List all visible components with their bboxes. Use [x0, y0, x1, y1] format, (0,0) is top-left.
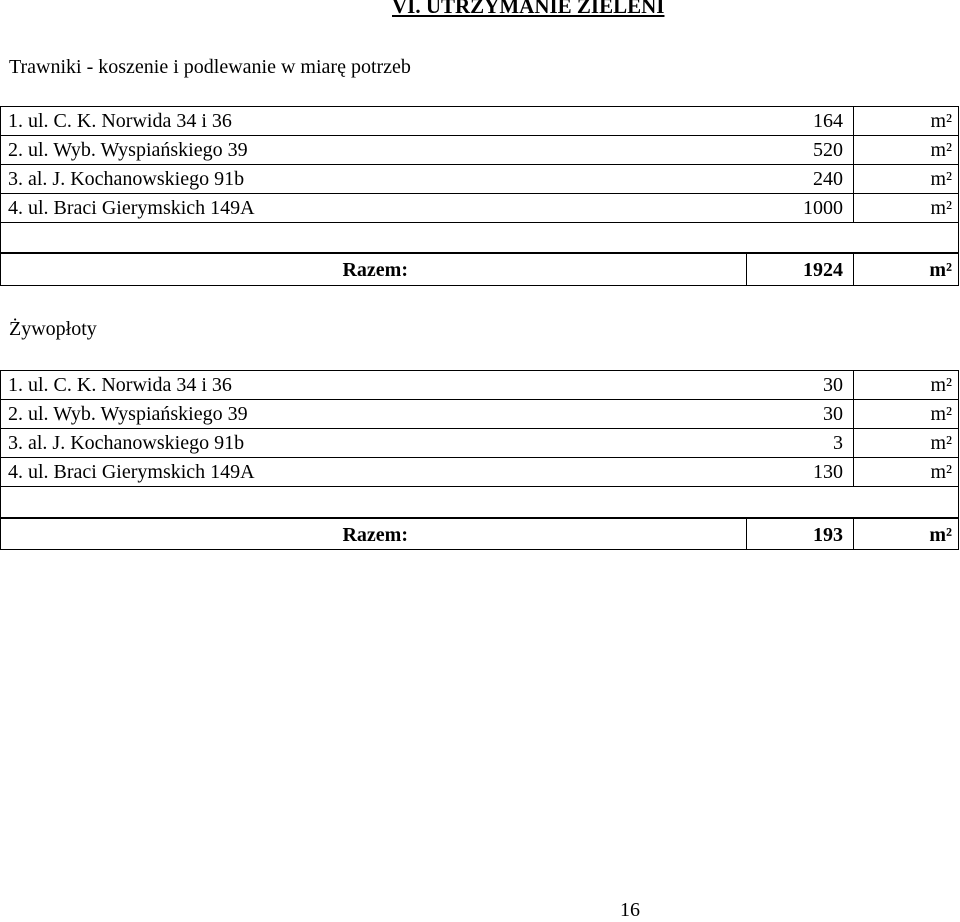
total-value: 193	[813, 524, 843, 546]
unit-cell: m²	[930, 403, 952, 425]
address-cell: 3. al. J. Kochanowskiego 91b	[8, 432, 245, 454]
hedges-table	[0, 370, 959, 550]
total-unit: m²	[929, 524, 952, 546]
table-row	[0, 136, 959, 165]
total-unit: m²	[929, 259, 952, 281]
table-row	[0, 194, 959, 223]
area-cell: 164	[813, 110, 843, 132]
table-row	[0, 106, 959, 136]
address-cell: 3. al. J. Kochanowskiego 91b	[8, 168, 245, 190]
unit-cell: m²	[930, 168, 952, 190]
address-cell: 4. ul. Braci Gierymskich 149A	[8, 197, 255, 219]
section-heading: VI. UTRZYMANIE ZIELENI	[392, 0, 665, 18]
total-value: 1924	[803, 259, 843, 281]
unit-cell: m²	[930, 139, 952, 161]
table-row	[0, 429, 959, 458]
total-row	[0, 518, 959, 550]
lawns-title: Trawniki - koszenie i podlewanie w miarę potrzeb	[9, 56, 411, 78]
total-label: Razem:	[342, 259, 408, 281]
area-cell: 520	[813, 139, 843, 161]
blank-row	[0, 223, 959, 253]
area-cell: 30	[823, 403, 843, 425]
lawns-table	[0, 106, 959, 286]
area-cell: 240	[813, 168, 843, 190]
table-row	[0, 370, 959, 400]
table-row	[0, 458, 959, 487]
unit-cell: m²	[930, 374, 952, 396]
area-cell: 130	[813, 461, 843, 483]
area-cell: 1000	[803, 197, 843, 219]
unit-cell: m²	[930, 110, 952, 132]
total-label: Razem:	[342, 524, 408, 546]
address-cell: 1. ul. C. K. Norwida 34 i 36	[8, 110, 232, 132]
address-cell: 2. ul. Wyb. Wyspiańskiego 39	[8, 403, 248, 425]
blank-row	[0, 487, 959, 518]
area-cell: 3	[833, 432, 843, 454]
table-row	[0, 165, 959, 194]
page-number: 16	[620, 899, 640, 921]
area-cell: 30	[823, 374, 843, 396]
total-row	[0, 253, 959, 286]
address-cell: 4. ul. Braci Gierymskich 149A	[8, 461, 255, 483]
unit-cell: m²	[930, 197, 952, 219]
address-cell: 2. ul. Wyb. Wyspiańskiego 39	[8, 139, 248, 161]
unit-cell: m²	[930, 432, 952, 454]
hedges-title: Żywopłoty	[9, 318, 97, 340]
unit-cell: m²	[930, 461, 952, 483]
address-cell: 1. ul. C. K. Norwida 34 i 36	[8, 374, 232, 396]
table-row	[0, 400, 959, 429]
